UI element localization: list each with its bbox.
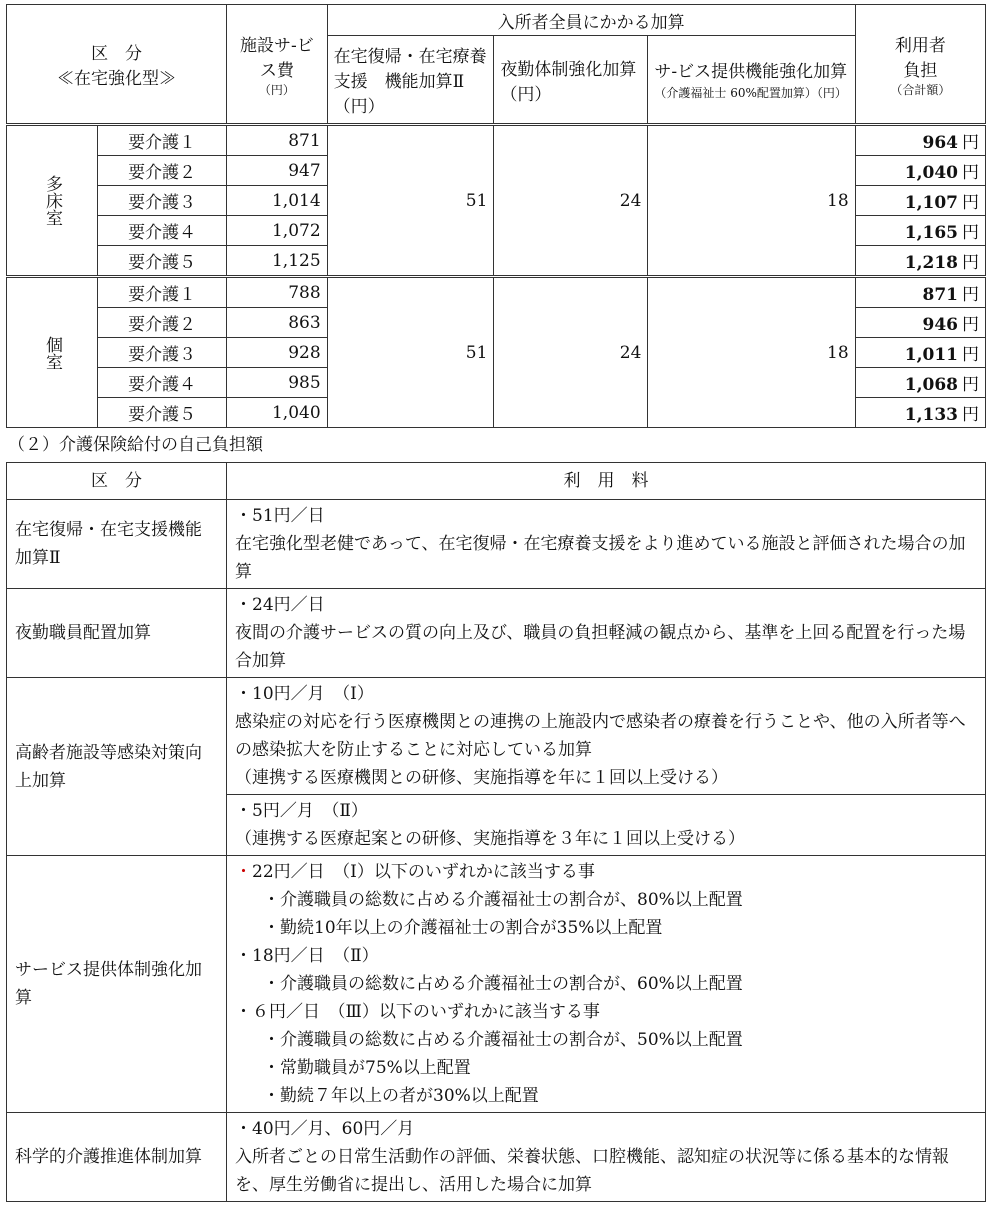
header-kubun2: 区 分 [7, 463, 227, 500]
user-total [855, 246, 985, 277]
user-total [855, 368, 985, 398]
table-row [7, 1113, 986, 1202]
header-fee2: 利 用 料 [227, 463, 986, 500]
user-total [855, 156, 985, 186]
total-value: 1,165 [904, 223, 958, 243]
row-name: 在宅復帰・在宅支援機能加算Ⅱ [7, 500, 227, 589]
fee-line: ・10円／月 （Ⅰ） [235, 684, 374, 704]
fee-line: ・介護職員の総数に占める介護福祉士の割合が、60%以上配置 [263, 974, 743, 994]
fee-line: ・勤続10年以上の介護福祉士の割合が35%以上配置 [263, 918, 663, 938]
total-unit: 円 [962, 315, 979, 335]
total-value: 1,040 [904, 163, 958, 183]
header-user-burden: 利用者 負担 （合計額） [855, 5, 985, 125]
addition-yakin: 24 [494, 125, 648, 277]
facility-fee: 947 [227, 156, 328, 186]
user-total [855, 216, 985, 246]
facility-fee: 788 [227, 277, 328, 308]
care-level: 要介護１ [98, 125, 227, 156]
facility-fee: 1,040 [227, 398, 328, 428]
care-level: 要介護５ [98, 246, 227, 277]
total-unit: 円 [962, 223, 979, 243]
user-total [855, 338, 985, 368]
care-level: 要介護３ [98, 338, 227, 368]
fee-table [6, 4, 986, 428]
fee-line: ・介護職員の総数に占める介護福祉士の割合が、80%以上配置 [263, 890, 743, 910]
total-value: 871 [922, 285, 958, 305]
header-zaitaku: 在宅復帰・在宅療養支援 機能加算Ⅱ（円） [327, 36, 494, 125]
table-row [7, 589, 986, 678]
addition-zaitaku: 51 [327, 125, 494, 277]
table-row [7, 856, 986, 1113]
facility-fee: 863 [227, 308, 328, 338]
total-unit: 円 [962, 345, 979, 365]
addition-service: 18 [648, 125, 855, 277]
row-name: サービス提供体制強化加算 [7, 856, 227, 1113]
fee-line: ・18円／日 （Ⅱ） [235, 946, 379, 966]
header-facility-fee: 施設サ-ビス費 （円） [227, 5, 328, 125]
self-pay-table [6, 462, 986, 1202]
user-total [855, 308, 985, 338]
total-unit: 円 [962, 193, 979, 213]
fee-line: （連携する医療起案との研修、実施指導を３年に１回以上受ける） [235, 829, 745, 849]
user-total [855, 186, 985, 216]
fee-line: ・６円／日 （Ⅲ）以下のいずれかに該当する事 [235, 1002, 600, 1022]
header-group: 入所者全員にかかる加算 [327, 5, 855, 36]
row-fee [227, 856, 986, 1113]
fee-line: ・40円／月、60円／月 [235, 1119, 415, 1139]
red-bullet: ・ [235, 862, 252, 882]
table-row [7, 678, 986, 795]
fee-line: ・5円／月 （Ⅱ） [235, 801, 368, 821]
addition-zaitaku: 51 [327, 277, 494, 428]
fee-line: （連携する医療機関との研修、実施指導を年に１回以上受ける） [235, 768, 728, 788]
section-caption: （２）介護保険給付の自己負担額 [8, 435, 263, 455]
total-unit: 円 [962, 133, 979, 153]
total-value: 964 [922, 133, 958, 153]
facility-fee: 928 [227, 338, 328, 368]
total-value: 1,218 [904, 253, 958, 273]
fee-line: 感染症の対応を行う医療機関との連携の上施設内で感染者の療養を行うことや、他の入所者等への感染拡大を防止することに対応している加算 [235, 712, 966, 760]
user-total [855, 125, 985, 156]
total-unit: 円 [962, 375, 979, 395]
fee-line: 在宅強化型老健であって、在宅復帰・在宅療養支援をより進めている施設と評価された場合の加算 [235, 534, 966, 582]
fee-line: 夜間の介護サービスの質の向上及び、職員の負担軽減の観点から、基準を上回る配置を行った場合加算 [235, 623, 966, 671]
total-value: 1,133 [904, 405, 958, 425]
addition-yakin: 24 [494, 277, 648, 428]
facility-fee: 871 [227, 125, 328, 156]
table-row [7, 500, 986, 589]
row-fee [227, 500, 986, 589]
facility-fee: 1,014 [227, 186, 328, 216]
total-value: 1,107 [904, 193, 958, 213]
care-level: 要介護２ [98, 308, 227, 338]
row-fee [227, 678, 986, 795]
care-level: 要介護５ [98, 398, 227, 428]
header-kubun: 区 分 ≪在宅強化型≫ [7, 5, 227, 125]
row-fee [227, 795, 986, 856]
fee-line: ・常勤職員が75%以上配置 [263, 1058, 471, 1078]
table-row [7, 277, 986, 308]
facility-fee: 985 [227, 368, 328, 398]
total-unit: 円 [962, 285, 979, 305]
row-name: 科学的介護推進体制加算 [7, 1113, 227, 1202]
fee-line: ・22円／日 （Ⅰ）以下のいずれかに該当する事 [235, 862, 595, 882]
total-unit: 円 [962, 405, 979, 425]
room-type: 多床室 [7, 125, 98, 277]
fee-line: 入所者ごとの日常生活動作の評価、栄養状態、口腔機能、認知症の状況等に係る基本的な情報を、厚生労働省に提出し、活用した場合に加算 [235, 1147, 949, 1195]
fee-line: ・24円／日 [235, 595, 325, 615]
total-value: 1,068 [904, 375, 958, 395]
care-level: 要介護２ [98, 156, 227, 186]
fee-line: ・勤続７年以上の者が30%以上配置 [263, 1086, 539, 1106]
total-value: 946 [922, 315, 958, 335]
total-unit: 円 [962, 253, 979, 273]
facility-fee: 1,072 [227, 216, 328, 246]
fee-line: ・介護職員の総数に占める介護福祉士の割合が、50%以上配置 [263, 1030, 743, 1050]
user-total [855, 277, 985, 308]
fee-line: ・51円／日 [235, 506, 325, 526]
header-yakin: 夜勤体制強化加算（円） [494, 36, 648, 125]
total-value: 1,011 [904, 345, 958, 365]
addition-service: 18 [648, 277, 855, 428]
facility-fee: 1,125 [227, 246, 328, 277]
care-level: 要介護１ [98, 277, 227, 308]
row-name: 夜勤職員配置加算 [7, 589, 227, 678]
header-service: サ-ビス提供機能強化加算（介護福祉士 60%配置加算）（円） [648, 36, 855, 125]
table-row [7, 125, 986, 156]
care-level: 要介護４ [98, 368, 227, 398]
row-fee [227, 1113, 986, 1202]
user-total [855, 398, 985, 428]
total-unit: 円 [962, 163, 979, 183]
care-level: 要介護３ [98, 186, 227, 216]
row-fee [227, 589, 986, 678]
room-type: 個室 [7, 277, 98, 428]
row-name: 高齢者施設等感染対策向上加算 [7, 678, 227, 856]
care-level: 要介護４ [98, 216, 227, 246]
